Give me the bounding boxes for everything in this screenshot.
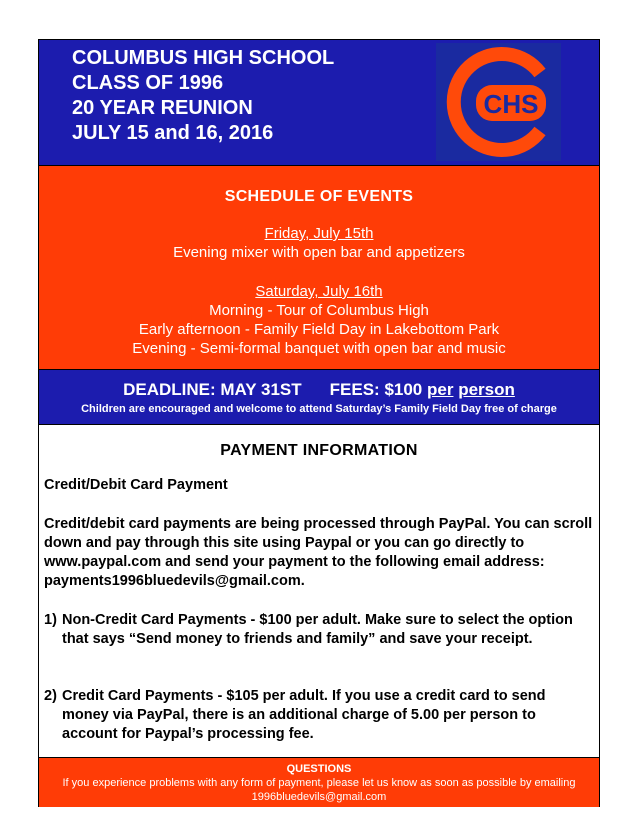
schedule-title: SCHEDULE OF EVENTS bbox=[224, 188, 414, 205]
questions-title: QUESTIONS bbox=[286, 763, 352, 775]
payment-section bbox=[39, 425, 599, 758]
friday-heading: Friday, July 15th bbox=[264, 225, 374, 242]
logo-letters: CHS bbox=[483, 89, 539, 119]
fees-text: FEES: $100 bbox=[329, 380, 427, 399]
saturday-block bbox=[39, 282, 599, 358]
item-text: Non-Credit Card Payments - $100 per adult. Make sure to select the option that says “Send money to friends and family” and save your receipt. bbox=[62, 612, 573, 647]
payment-item-non-credit bbox=[44, 611, 593, 649]
item-number: 2) bbox=[44, 688, 57, 704]
deadline-section bbox=[39, 370, 599, 425]
chs-logo bbox=[436, 43, 561, 161]
questions-section bbox=[39, 758, 599, 807]
friday-event: Evening mixer with open bar and appetizers bbox=[173, 244, 465, 261]
saturday-event: Evening - Semi-formal banquet with open bar and music bbox=[132, 340, 506, 357]
schedule-section bbox=[39, 166, 599, 370]
deadline-fees-line bbox=[39, 380, 599, 400]
header-banner bbox=[39, 40, 599, 166]
questions-body: If you experience problems with any form of payment, please let us know as soon as possible by emailing 1996bluedevils@gmail.com bbox=[62, 777, 576, 803]
fees-per: per bbox=[426, 380, 454, 399]
children-note: Children are encouraged and welcome to attend Saturday’s Family Field Day free of charge bbox=[81, 403, 557, 415]
class-year: CLASS OF 1996 bbox=[72, 72, 224, 94]
reunion-dates: JULY 15 and 16, 2016 bbox=[72, 122, 274, 144]
payment-intro: Credit/debit card payments are being processed through PayPal. You can scroll down and pay through this site using Paypal or you can go directly to www.paypal.com and send your payment to the following email address: payments1996bluedevils@gmail.com. bbox=[44, 516, 593, 589]
friday-block bbox=[39, 224, 599, 262]
item-number: 1) bbox=[44, 612, 57, 628]
school-name: COLUMBUS HIGH SCHOOL bbox=[72, 47, 335, 69]
reunion-title: 20 YEAR REUNION bbox=[72, 97, 253, 119]
chs-logo-icon bbox=[436, 43, 561, 161]
payment-title: PAYMENT INFORMATION bbox=[220, 442, 418, 459]
saturday-event: Morning - Tour of Columbus High bbox=[209, 302, 429, 319]
item-text: Credit Card Payments - $105 per adult. If you use a credit card to send money via PayPal, there is an additional charge of 5.00 per person to account for Paypal’s processing fee. bbox=[62, 688, 546, 742]
payment-item-credit bbox=[44, 687, 593, 744]
reunion-flyer bbox=[38, 39, 600, 807]
payment-subtitle: Credit/Debit Card Payment bbox=[44, 477, 228, 493]
saturday-event: Early afternoon - Family Field Day in Lakebottom Park bbox=[138, 321, 500, 338]
fees-person: person bbox=[458, 380, 515, 399]
header-text bbox=[72, 46, 334, 146]
saturday-heading: Saturday, July 16th bbox=[255, 283, 383, 300]
deadline-text: DEADLINE: MAY 31ST bbox=[123, 380, 302, 399]
